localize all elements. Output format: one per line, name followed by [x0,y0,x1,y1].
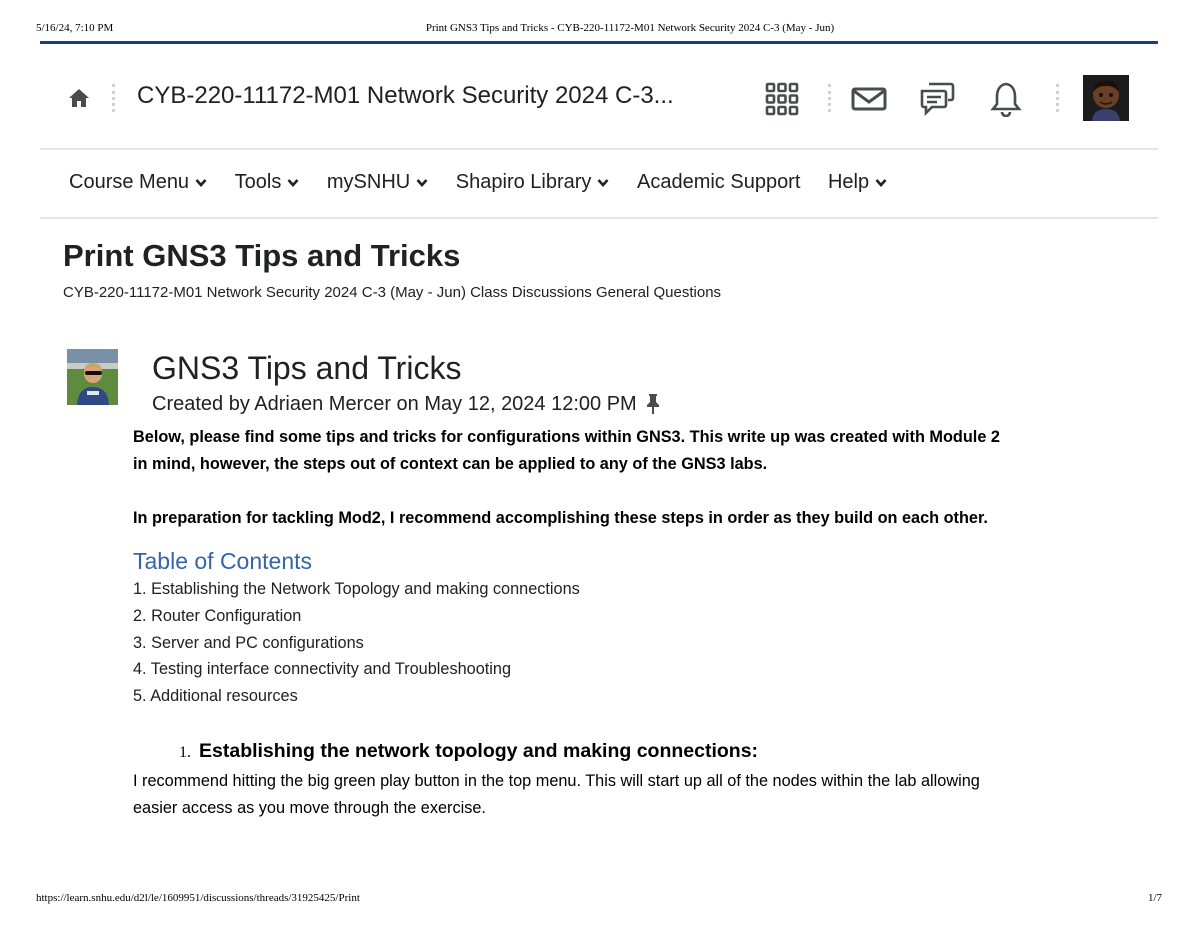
post-intro-line: in mind, however, the steps out of context can be applied to any of the GNS3 labs. [133,455,768,473]
course-header [40,70,1158,128]
toc-item: 3. Server and PC configurations [133,633,364,652]
post-meta [152,393,661,416]
section-text: easier access as you move through the exercise. [133,799,486,817]
post-author-date: Created by Adriaen Mercer on May 12, 2024 12:00 PM [152,393,637,415]
separator [112,84,115,112]
home-icon[interactable] [67,86,91,110]
toc-item: 5. Additional resources [133,687,298,706]
nav-mysnhu[interactable]: mySNHU [327,171,428,194]
chevron-down-icon [875,178,887,188]
toc-item: 2. Router Configuration [133,606,302,625]
course-navbar [69,171,909,194]
print-date: 5/16/24, 7:10 PM [36,22,114,34]
post-intro-line: In preparation for tackling Mod2, I recommend accomplishing these steps in order as they build on each other. [133,509,988,527]
page-title: Print GNS3 Tips and Tricks [63,238,461,273]
section-text: I recommend hitting the big green play button in the top menu. This will start up all of the nodes within the lab allowing [133,772,980,790]
chevron-down-icon [597,178,609,188]
divider [40,148,1158,150]
pin-icon [645,393,661,415]
separator [828,84,831,112]
course-title[interactable]: CYB-220-11172-M01 Network Security 2024 C-3... [137,82,674,109]
nav-shapiro-library[interactable]: Shapiro Library [456,171,610,194]
divider [40,217,1158,219]
author-avatar [67,349,118,405]
separator [1056,84,1059,112]
section-title: Establishing the network topology and making connections: [199,740,759,762]
chat-icon[interactable] [919,81,955,117]
print-title: Print GNS3 Tips and Tricks - CYB-220-11172-M01 Network Security 2024 C-3 (May - Jun) [425,22,835,34]
top-rule [40,41,1158,44]
user-avatar[interactable] [1083,75,1129,121]
toc-heading: Table of Contents [133,548,313,574]
print-url: https://learn.snhu.edu/d2l/le/1609951/discussions/threads/31925425/Print [36,892,360,904]
section-heading [179,740,758,763]
nav-academic-support[interactable]: Academic Support [636,171,801,193]
section-number: 1. [179,744,191,761]
print-page-number: 1/7 [1148,892,1163,904]
nav-course-menu[interactable]: Course Menu [69,171,207,194]
table-of-contents [133,576,580,710]
nav-tools[interactable]: Tools [235,171,300,194]
breadcrumb: CYB-220-11172-M01 Network Security 2024 C-3 (May - Jun) Class Discussions General Questions [63,284,722,301]
chevron-down-icon [287,178,299,188]
bell-icon[interactable] [988,81,1024,117]
post-intro-line: Below, please find some tips and tricks for configurations within GNS3. This write up was created with Module 2 [133,428,1000,446]
toc-item: 4. Testing interface connectivity and Troubleshooting [133,660,512,679]
chevron-down-icon [416,178,428,188]
nav-help[interactable]: Help [828,171,887,194]
apps-grid-icon[interactable] [764,81,800,117]
mail-icon[interactable] [851,81,887,117]
toc-item: 1. Establishing the Network Topology and making connections [133,580,580,598]
post-title: GNS3 Tips and Tricks [152,350,462,386]
chevron-down-icon [195,178,207,188]
